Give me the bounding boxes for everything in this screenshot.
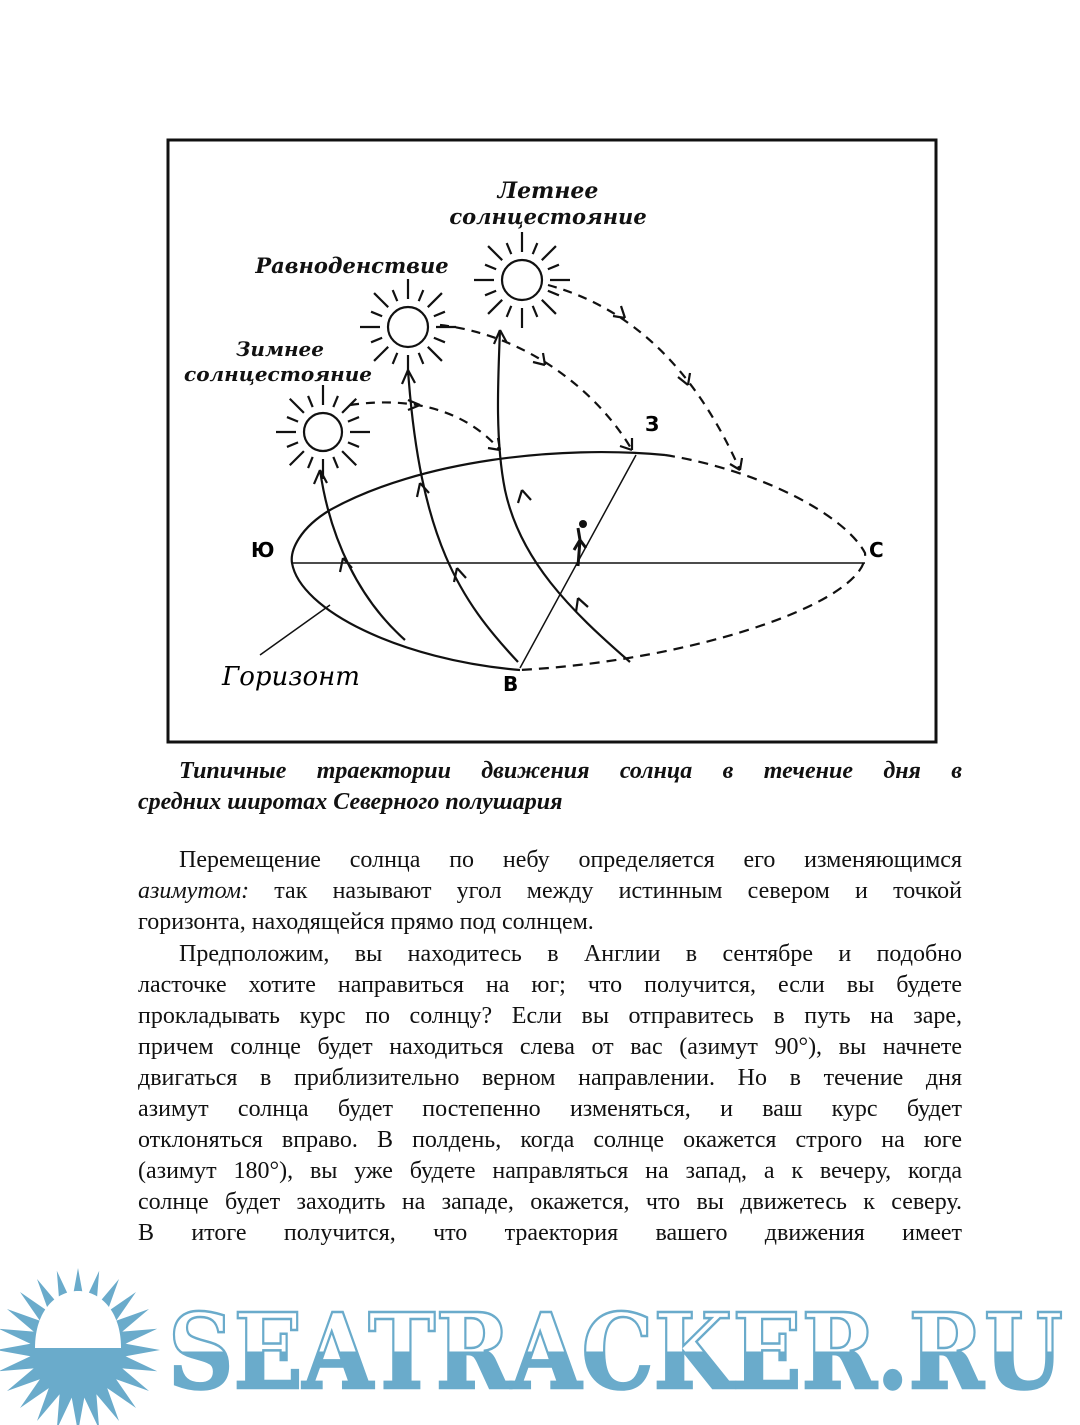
logo-text: SEATRACKER.RU (168, 1290, 1063, 1413)
term-azimuth: азимутом: (138, 878, 250, 904)
label-summer-2: солнцестояние (449, 204, 647, 229)
text-line: Перемещение солнца по небу определяется его изменяющимся (179, 847, 962, 873)
label-horizon: Горизонт (222, 662, 360, 692)
text-line: Предположим, вы находитесь в Англии в сентябре и подобно (179, 941, 962, 967)
summer-path (498, 330, 630, 662)
figure-caption (138, 756, 962, 818)
paragraph-2 (138, 939, 962, 1249)
label-west: З (645, 412, 660, 436)
text-line: азимут солнца будет постепенно изменяться, и ваш курс будет (138, 1096, 962, 1122)
equinox-path (408, 370, 518, 662)
summer-arc (548, 285, 740, 470)
caption-line: Типичные траектории движения солнца в течение дня в (179, 758, 962, 784)
text-line: (азимут 180°), вы уже будете направляться на запад, а к вечеру, когда (138, 1158, 962, 1184)
observer-head (579, 520, 587, 528)
caption-line: средних широтах Северного полушария (138, 789, 563, 815)
winter-arc (350, 402, 500, 450)
winter-path (320, 470, 405, 640)
logo-sun-icon (0, 1268, 160, 1425)
sun-icon-summer (474, 232, 570, 328)
text-line: причем солнце будет находиться слева от вас (азимут 90°), вы начнете (138, 1034, 962, 1060)
arrowheads (314, 306, 742, 612)
figure-frame (168, 140, 936, 742)
label-summer: Летнее (497, 178, 599, 204)
label-south: Ю (251, 538, 275, 562)
text-line: горизонта, находящейся прямо под солнцем. (138, 909, 594, 935)
text-line: солнце будет заходить на западе, окажется, что вы движетесь к северу. (138, 1189, 962, 1215)
text-line: двигаться в приблизительно верном направлении. Но в течение дня (138, 1065, 962, 1091)
text-line: В итоге получится, что траектория вашего движения имеет (138, 1220, 962, 1246)
label-winter: Зимнее (235, 337, 325, 361)
text-line: ласточке хотите направиться на юг; что получится, если вы будете (138, 972, 962, 998)
label-winter-2: солнцестояние (184, 362, 372, 386)
horizon-pointer (260, 605, 330, 655)
paragraph-1 (138, 845, 962, 938)
text-segment: так называют угол между истинным севером и точкой (249, 878, 962, 904)
text-line (138, 876, 962, 907)
label-north: С (869, 538, 884, 562)
equinox-arc (440, 325, 632, 450)
seatracker-logo (0, 1262, 1080, 1425)
sun-icon-equinox (360, 279, 456, 375)
label-east: В (503, 672, 519, 696)
sun-icon-winter (276, 385, 370, 479)
text-line: прокладывать курс по солнцу? Если вы отправитесь в путь на заре, (138, 1003, 962, 1029)
label-equinox: Равноденствие (255, 253, 449, 278)
text-line: отклоняться вправо. В полдень, когда солнце окажется строго на юге (138, 1127, 962, 1153)
observer-figure (574, 528, 586, 566)
